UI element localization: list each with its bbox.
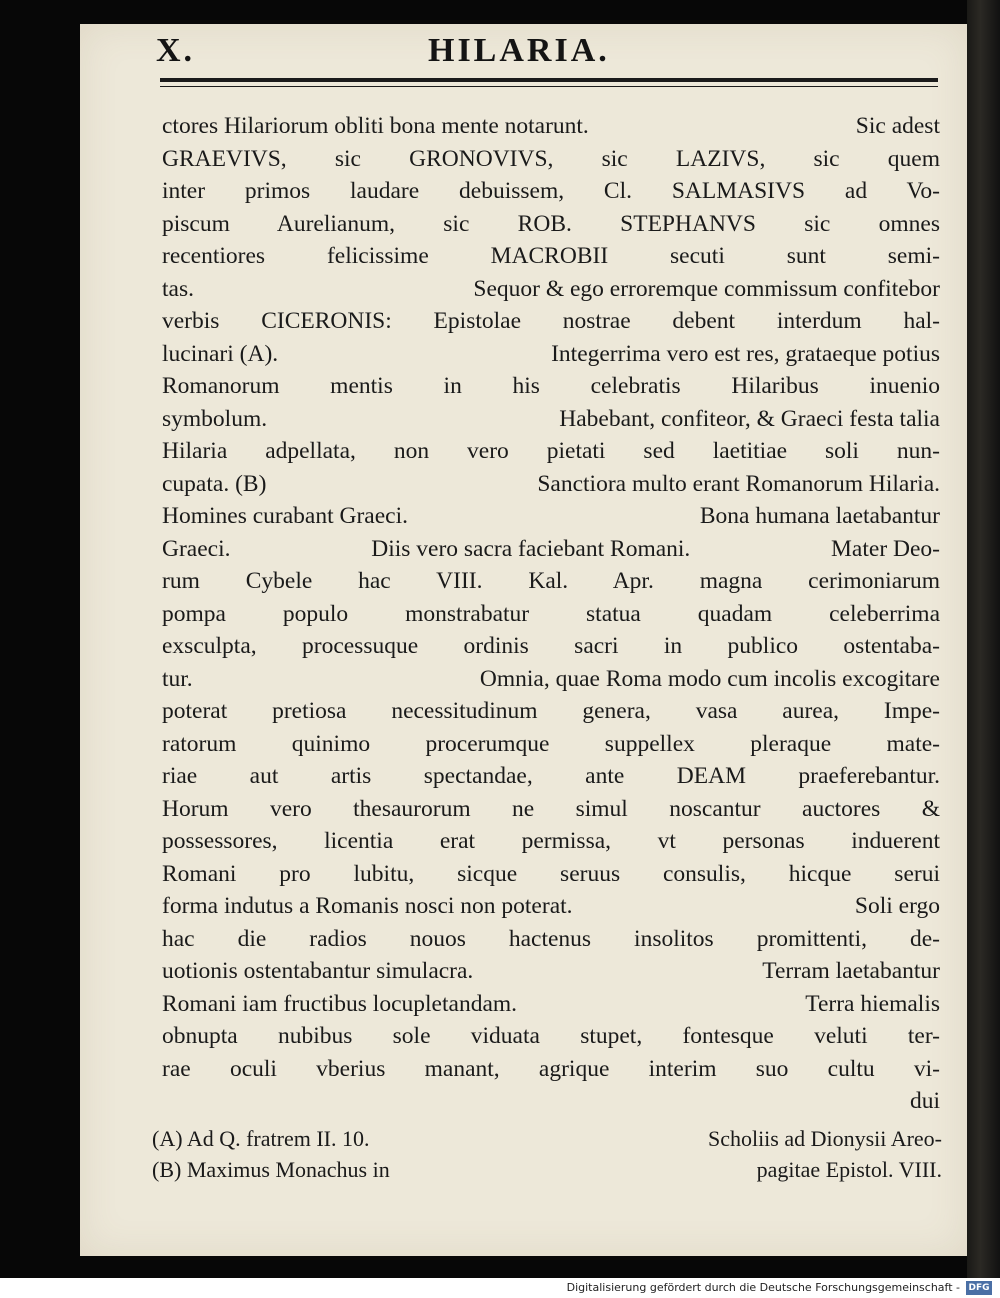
text-segment: lucinari (A). xyxy=(162,340,279,367)
text-segment: ctores Hilariorum obliti bona mente notarunt. xyxy=(162,113,589,139)
text-segment: Sequor & ego erroremque commissum confitebor xyxy=(473,275,940,302)
running-title: HILARIA. xyxy=(428,32,610,69)
text-line xyxy=(162,663,940,696)
text-segment: Hilaria adpellata, non vero pietati sed laetitiae soli nun- xyxy=(162,438,940,464)
text-segment: verbis CICERONIS: Epistolae nostrae debent interdum hal- xyxy=(162,308,940,334)
text-line xyxy=(162,728,940,761)
header-rule-thick xyxy=(160,78,938,82)
text-line xyxy=(162,1085,940,1118)
text-line xyxy=(162,305,940,338)
text-segment: Horum vero thesaurorum ne simul noscantur auctores & xyxy=(162,795,940,822)
text-segment: Romani pro lubitu, sicque seruus consulis, hicque serui xyxy=(162,860,940,887)
text-segment: rae oculi vberius manant, agrique interim suo cultu vi- xyxy=(162,1055,940,1082)
text-line xyxy=(162,825,940,858)
text-line xyxy=(162,793,940,826)
footnote-b-left: (B) Maximus Monachus in xyxy=(152,1157,390,1182)
text-segment: Mater Deo- xyxy=(831,535,940,562)
text-segment: Integerrima vero est res, grataeque potius xyxy=(551,340,940,367)
text-segment: Homines curabant Graeci. xyxy=(162,503,408,529)
text-line xyxy=(162,565,940,598)
text-segment: Graeci. xyxy=(162,535,231,562)
text-line xyxy=(162,370,940,403)
text-segment: Soli ergo xyxy=(854,893,940,919)
footnotes xyxy=(152,1123,942,1185)
text-segment: Diis vero sacra faciebant Romani. xyxy=(371,535,691,562)
text-line xyxy=(162,1053,940,1086)
text-line xyxy=(162,240,940,273)
text-segment: Terra hiemalis xyxy=(805,990,940,1017)
body-text xyxy=(162,110,940,1118)
text-line xyxy=(162,468,940,501)
text-segment: uotionis ostentabantur simulacra. xyxy=(162,958,474,984)
text-segment: Romani iam fructibus locupletandam. xyxy=(162,990,518,1017)
dfg-logo-icon: DFG xyxy=(966,1281,992,1295)
text-segment: recentiores felicissime MACROBII secuti sunt semi- xyxy=(162,243,940,269)
text-segment: pompa populo monstrabatur statua quadam celeberrima xyxy=(162,600,940,627)
text-segment: tas. xyxy=(162,275,194,302)
text-line xyxy=(162,500,940,533)
footnote-a-right: Scholiis ad Dionysii Areo- xyxy=(707,1126,942,1151)
text-line xyxy=(162,890,940,923)
text-line xyxy=(162,923,940,956)
text-line xyxy=(162,273,940,306)
text-segment: Bona humana laetabantur xyxy=(699,503,940,529)
text-segment: Sic adest xyxy=(855,113,940,139)
text-segment: piscum Aurelianum, sic ROB. STEPHANVS sic omnes xyxy=(162,210,940,237)
text-line xyxy=(162,143,940,176)
text-segment: Romanorum mentis in his celebratis Hilaribus inuenio xyxy=(162,373,940,399)
dfg-footer xyxy=(0,1278,1000,1298)
text-line xyxy=(162,435,940,468)
text-line xyxy=(162,403,940,436)
text-segment: symbolum. xyxy=(162,405,268,432)
text-segment: Habebant, confiteor, & Graeci festa talia xyxy=(559,405,940,432)
book-edge xyxy=(967,0,1000,1278)
text-line xyxy=(162,760,940,793)
text-segment: Omnia, quae Roma modo cum incolis excogitare xyxy=(479,665,940,692)
text-line xyxy=(162,858,940,891)
text-line xyxy=(162,988,940,1021)
text-line xyxy=(162,955,940,988)
text-line xyxy=(162,175,940,208)
text-line xyxy=(162,208,940,241)
text-line xyxy=(162,598,940,631)
text-segment: possessores, licentia erat permissa, vt personas induerent xyxy=(162,828,940,854)
page-number: X. xyxy=(156,32,196,69)
text-segment: tur. xyxy=(162,665,193,692)
text-line xyxy=(162,1020,940,1053)
text-segment: dui xyxy=(909,1088,940,1114)
dfg-credit: Digitalisierung gefördert durch die Deutsche Forschungsgemeinschaft - xyxy=(566,1281,960,1294)
text-segment: GRAEVIVS, sic GRONOVIVS, sic LAZIVS, sic quem xyxy=(162,145,940,172)
text-segment: ratorum quinimo procerumque suppellex pleraque mate- xyxy=(162,730,940,757)
text-segment: forma indutus a Romanis nosci non poterat. xyxy=(162,893,573,919)
footnote-a-left: (A) Ad Q. fratrem II. 10. xyxy=(152,1126,370,1151)
text-segment: exsculpta, processuque ordinis sacri in publico ostentaba- xyxy=(162,633,940,659)
header-rule-thin xyxy=(160,86,938,87)
text-segment: Terram laetabantur xyxy=(762,958,940,984)
text-segment: cupata. (B) xyxy=(162,470,267,497)
text-line xyxy=(162,630,940,663)
text-segment: obnupta nubibus sole viduata stupet, fontesque veluti ter- xyxy=(162,1023,940,1049)
footnote-b-right: pagitae Epistol. VIII. xyxy=(756,1157,942,1182)
text-segment: rum Cybele hac VIII. Kal. Apr. magna cerimoniarum xyxy=(162,568,940,594)
text-line xyxy=(162,533,940,566)
text-line xyxy=(162,110,940,143)
text-segment: poterat pretiosa necessitudinum genera, vasa aurea, Impe- xyxy=(162,698,940,724)
text-segment: riae aut artis spectandae, ante DEAM praeferebantur. xyxy=(162,763,940,789)
text-line xyxy=(162,695,940,728)
text-segment: hac die radios nouos hactenus insolitos promittenti, de- xyxy=(162,925,940,952)
text-segment: Sanctiora multo erant Romanorum Hilaria. xyxy=(537,470,940,497)
text-line xyxy=(162,338,940,371)
text-segment: inter primos laudare debuissem, Cl. SALMASIVS ad Vo- xyxy=(162,178,940,204)
